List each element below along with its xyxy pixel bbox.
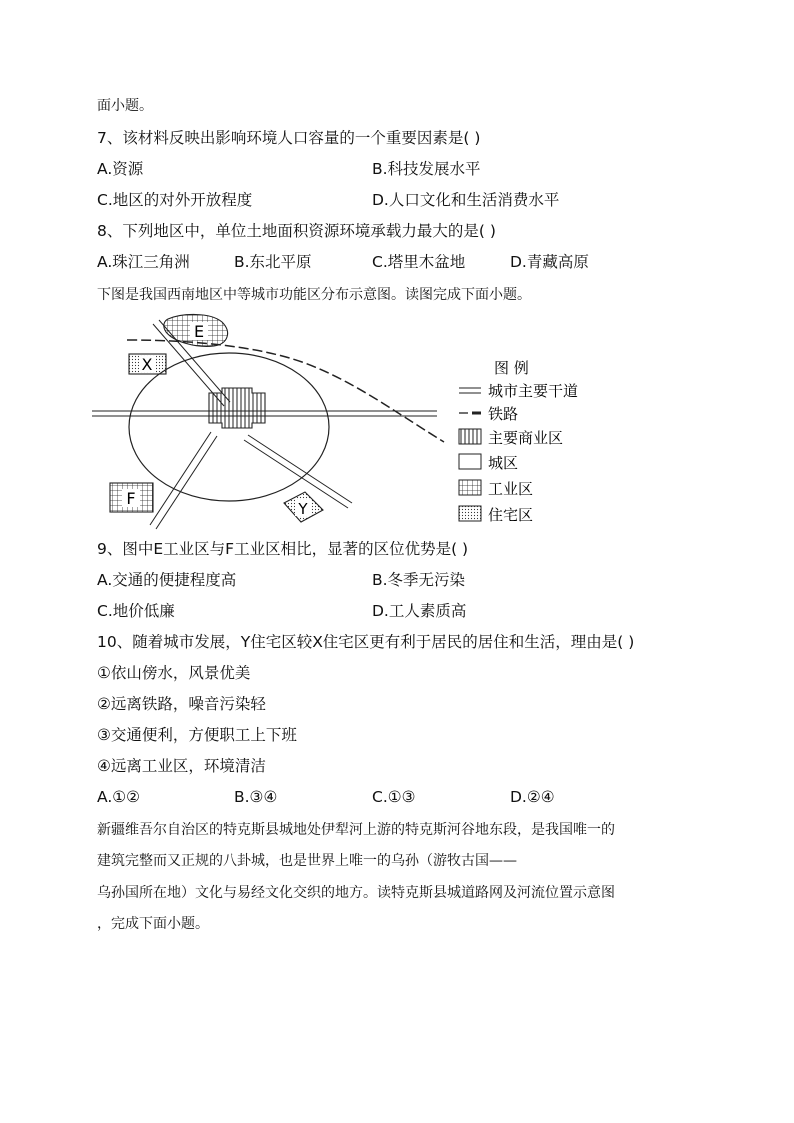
passage-line-4: ，完成下面小题。 xyxy=(97,916,209,932)
q10-statement-2: ②远离铁路，噪音污染轻 xyxy=(97,695,266,713)
q10-option-c: C.①③ xyxy=(372,788,416,806)
passage-line-1: 新疆维吾尔自治区的特克斯县城地处伊犁河上游的特克斯河谷地东段，是我国唯一的 xyxy=(97,822,615,838)
legend-industrial: 工业区 xyxy=(488,480,534,498)
legend-road: 城市主要干道 xyxy=(488,382,579,400)
q8-option-c: C.塔里木盆地 xyxy=(372,253,466,271)
q10-option-b: B.③④ xyxy=(234,788,278,806)
map-legend xyxy=(459,359,578,524)
q7-option-b: B.科技发展水平 xyxy=(372,160,481,178)
q9-option-a: A.交通的便捷程度高 xyxy=(97,571,237,589)
commercial-zone xyxy=(209,388,265,428)
q7-option-d: D.人口文化和生活消费水平 xyxy=(372,191,560,209)
q10-statement-1: ①依山傍水，风景优美 xyxy=(97,664,251,682)
q10-option-a: A.①② xyxy=(97,788,141,806)
city-function-map xyxy=(92,310,602,535)
q7-option-a: A.资源 xyxy=(97,160,144,178)
q10-statement-3: ③交通便利，方便职工上下班 xyxy=(97,726,297,744)
intro-tail: 面小题。 xyxy=(97,98,153,114)
map-intro: 下图是我国西南地区中等城市功能区分布示意图。读图完成下面小题。 xyxy=(97,287,531,303)
legend-urban: 城区 xyxy=(488,454,519,472)
label-f: F xyxy=(126,489,136,508)
q9-option-b: B.冬季无污染 xyxy=(372,571,466,589)
label-x: X xyxy=(141,355,153,374)
q8-option-a: A.珠江三角洲 xyxy=(97,253,190,271)
q10-statement-4: ④远离工业区，环境清洁 xyxy=(97,757,266,775)
q7-option-c: C.地区的对外开放程度 xyxy=(97,191,253,209)
q10-stem: 10、随着城市发展，Y住宅区较X住宅区更有利于居民的居住和生活，理由是( ) xyxy=(97,633,635,651)
q8-option-b: B.东北平原 xyxy=(234,253,312,271)
q7-stem: 7、该材料反映出影响环境人口容量的一个重要因素是( ) xyxy=(97,129,481,147)
q8-option-d: D.青藏高原 xyxy=(510,253,589,271)
passage-line-3: 乌孙国所在地）文化与易经文化交织的地方。读特克斯县城道路网及河流位置示意图 xyxy=(97,885,615,901)
q10-option-d: D.②④ xyxy=(510,788,555,806)
q8-stem: 8、下列地区中，单位土地面积资源环境承载力最大的是( ) xyxy=(97,222,496,240)
legend-title: 图 例 xyxy=(494,359,529,377)
legend-commercial: 主要商业区 xyxy=(488,429,564,447)
label-e: E xyxy=(193,322,205,341)
label-y: Y xyxy=(298,500,308,518)
q9-option-c: C.地价低廉 xyxy=(97,602,175,620)
q9-option-d: D.工人素质高 xyxy=(372,602,467,620)
q9-stem: 9、图中E工业区与F工业区相比，显著的区位优势是( ) xyxy=(97,540,469,558)
legend-rail: 铁路 xyxy=(488,405,519,423)
passage-line-2: 建筑完整而又正规的八卦城，也是世界上唯一的乌孙（游牧古国—— xyxy=(97,853,517,869)
legend-residential: 住宅区 xyxy=(488,506,534,524)
